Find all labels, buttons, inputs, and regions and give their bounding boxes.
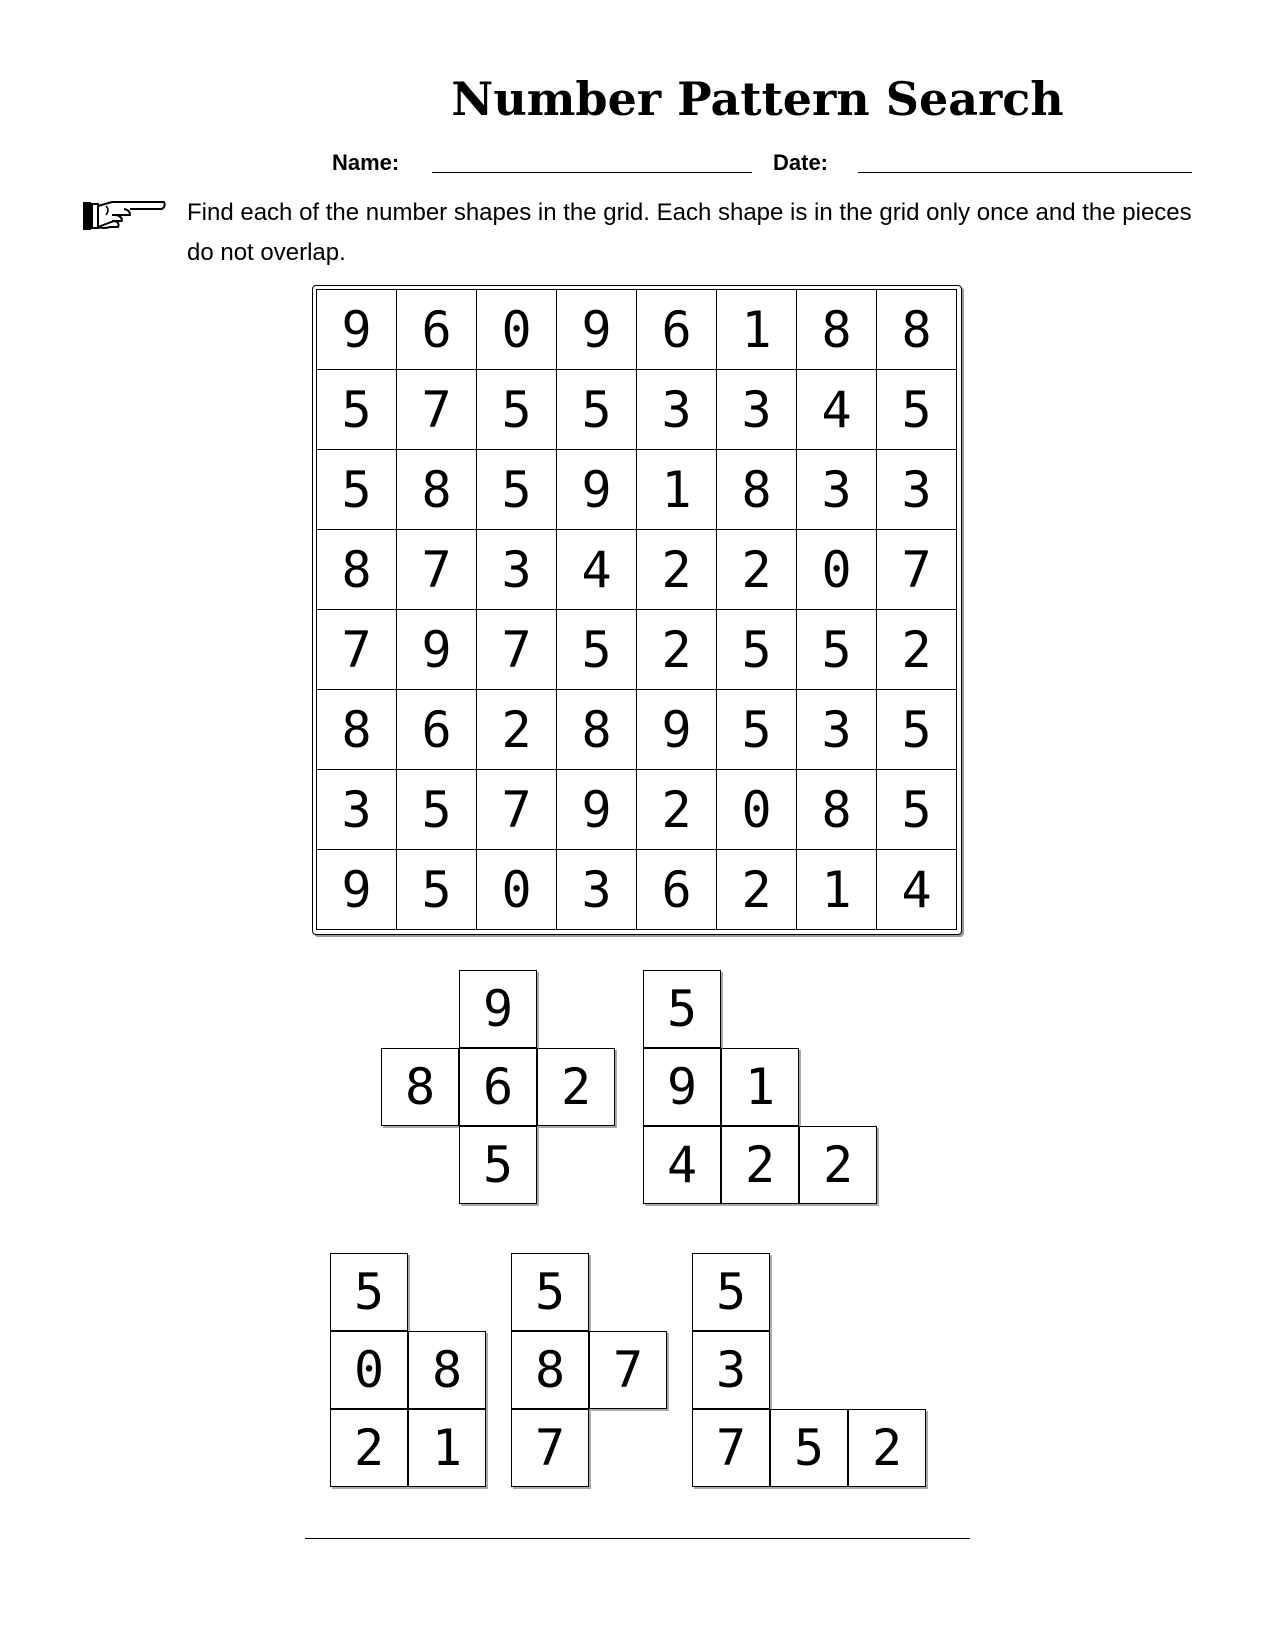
piece-5-cell: 5 <box>692 1253 770 1331</box>
piece-1-cell: 6 <box>459 1048 537 1126</box>
grid-cell[interactable]: 3 <box>317 770 397 850</box>
piece-2-cell: 1 <box>721 1048 799 1126</box>
grid-cell[interactable]: 5 <box>797 610 877 690</box>
piece-5-cell: 2 <box>848 1409 926 1487</box>
number-grid <box>316 289 957 930</box>
grid-cell[interactable]: 5 <box>397 770 477 850</box>
grid-cell[interactable]: 8 <box>557 690 637 770</box>
grid-cell[interactable]: 3 <box>637 370 717 450</box>
grid-cell[interactable]: 9 <box>557 450 637 530</box>
grid-cell[interactable]: 3 <box>717 370 797 450</box>
date-label: Date: <box>773 150 829 175</box>
grid-cell[interactable]: 9 <box>637 690 717 770</box>
grid-cell[interactable]: 1 <box>797 850 877 930</box>
piece-4-cell: 8 <box>511 1331 589 1409</box>
grid-cell[interactable]: 0 <box>477 290 557 370</box>
piece-3-cell: 5 <box>330 1253 408 1331</box>
pointing-hand-icon <box>82 196 166 236</box>
grid-cell[interactable]: 3 <box>797 450 877 530</box>
grid-cell[interactable]: 7 <box>317 610 397 690</box>
grid-cell[interactable]: 5 <box>717 690 797 770</box>
grid-cell[interactable]: 1 <box>637 450 717 530</box>
grid-cell[interactable]: 0 <box>477 850 557 930</box>
grid-cell[interactable]: 8 <box>797 290 877 370</box>
piece-3-cell: 2 <box>330 1409 408 1487</box>
piece-5-cell: 5 <box>770 1409 848 1487</box>
page-title: Number Pattern Search <box>451 72 1064 126</box>
grid-cell[interactable]: 2 <box>637 530 717 610</box>
grid-cell[interactable]: 4 <box>557 530 637 610</box>
grid-cell[interactable]: 2 <box>717 850 797 930</box>
piece-2-cell: 9 <box>643 1048 721 1126</box>
grid-cell[interactable]: 3 <box>557 850 637 930</box>
grid-cell[interactable]: 6 <box>397 690 477 770</box>
name-label: Name: <box>332 150 400 175</box>
grid-cell[interactable]: 8 <box>797 770 877 850</box>
date-field-line[interactable] <box>858 172 1192 173</box>
name-field-line[interactable] <box>432 172 752 173</box>
grid-cell[interactable]: 6 <box>637 290 717 370</box>
grid-cell[interactable]: 2 <box>877 610 957 690</box>
grid-cell[interactable]: 0 <box>717 770 797 850</box>
grid-cell[interactable]: 5 <box>877 690 957 770</box>
piece-2-cell: 2 <box>799 1126 877 1204</box>
grid-cell[interactable]: 2 <box>637 770 717 850</box>
grid-cell[interactable]: 5 <box>397 850 477 930</box>
grid-cell[interactable]: 4 <box>797 370 877 450</box>
grid-cell[interactable]: 7 <box>397 530 477 610</box>
instructions: Find each of the number shapes in the grid. Each shape is in the grid only once and the pieces do not overlap. <box>187 199 1192 266</box>
grid-cell[interactable]: 6 <box>397 290 477 370</box>
grid-cell[interactable]: 8 <box>317 530 397 610</box>
piece-3-cell: 0 <box>330 1331 408 1409</box>
piece-5-cell: 3 <box>692 1331 770 1409</box>
piece-1-cell: 5 <box>459 1126 537 1204</box>
grid-cell[interactable]: 5 <box>477 450 557 530</box>
piece-5-cell: 7 <box>692 1409 770 1487</box>
grid-cell[interactable]: 4 <box>877 850 957 930</box>
piece-2-cell: 4 <box>643 1126 721 1204</box>
grid-cell[interactable]: 7 <box>877 530 957 610</box>
piece-1-cell: 8 <box>381 1048 459 1126</box>
grid-cell[interactable]: 1 <box>717 290 797 370</box>
piece-4-cell: 7 <box>589 1331 667 1409</box>
piece-4-cell: 5 <box>511 1253 589 1331</box>
grid-cell[interactable]: 3 <box>877 450 957 530</box>
grid-cell[interactable]: 8 <box>397 450 477 530</box>
grid-cell[interactable]: 5 <box>877 370 957 450</box>
grid-cell[interactable]: 7 <box>477 770 557 850</box>
grid-cell[interactable]: 5 <box>557 370 637 450</box>
grid-cell[interactable]: 6 <box>637 850 717 930</box>
grid-cell[interactable]: 2 <box>637 610 717 690</box>
grid-cell[interactable]: 2 <box>477 690 557 770</box>
piece-3-cell: 8 <box>408 1331 486 1409</box>
grid-cell[interactable]: 5 <box>557 610 637 690</box>
grid-cell[interactable]: 9 <box>317 850 397 930</box>
grid-cell[interactable]: 8 <box>717 450 797 530</box>
grid-cell[interactable]: 9 <box>397 610 477 690</box>
grid-cell[interactable]: 5 <box>717 610 797 690</box>
piece-4-cell: 7 <box>511 1409 589 1487</box>
grid-cell[interactable]: 0 <box>797 530 877 610</box>
piece-3-cell: 1 <box>408 1409 486 1487</box>
piece-1-cell: 9 <box>459 970 537 1048</box>
piece-2-cell: 5 <box>643 970 721 1048</box>
grid-cell[interactable]: 5 <box>477 370 557 450</box>
grid-cell[interactable]: 7 <box>477 610 557 690</box>
footer-divider <box>305 1538 970 1539</box>
grid-cell[interactable]: 7 <box>397 370 477 450</box>
grid-cell[interactable]: 9 <box>557 770 637 850</box>
piece-1-cell: 2 <box>537 1048 615 1126</box>
grid-cell[interactable]: 5 <box>317 450 397 530</box>
piece-2-cell: 2 <box>721 1126 799 1204</box>
grid-cell[interactable]: 8 <box>877 290 957 370</box>
grid-cell[interactable]: 9 <box>557 290 637 370</box>
grid-cell[interactable]: 9 <box>317 290 397 370</box>
grid-cell[interactable]: 3 <box>477 530 557 610</box>
grid-cell[interactable]: 2 <box>717 530 797 610</box>
grid-cell[interactable]: 5 <box>877 770 957 850</box>
grid-cell[interactable]: 3 <box>797 690 877 770</box>
grid-cell[interactable]: 8 <box>317 690 397 770</box>
grid-cell[interactable]: 5 <box>317 370 397 450</box>
